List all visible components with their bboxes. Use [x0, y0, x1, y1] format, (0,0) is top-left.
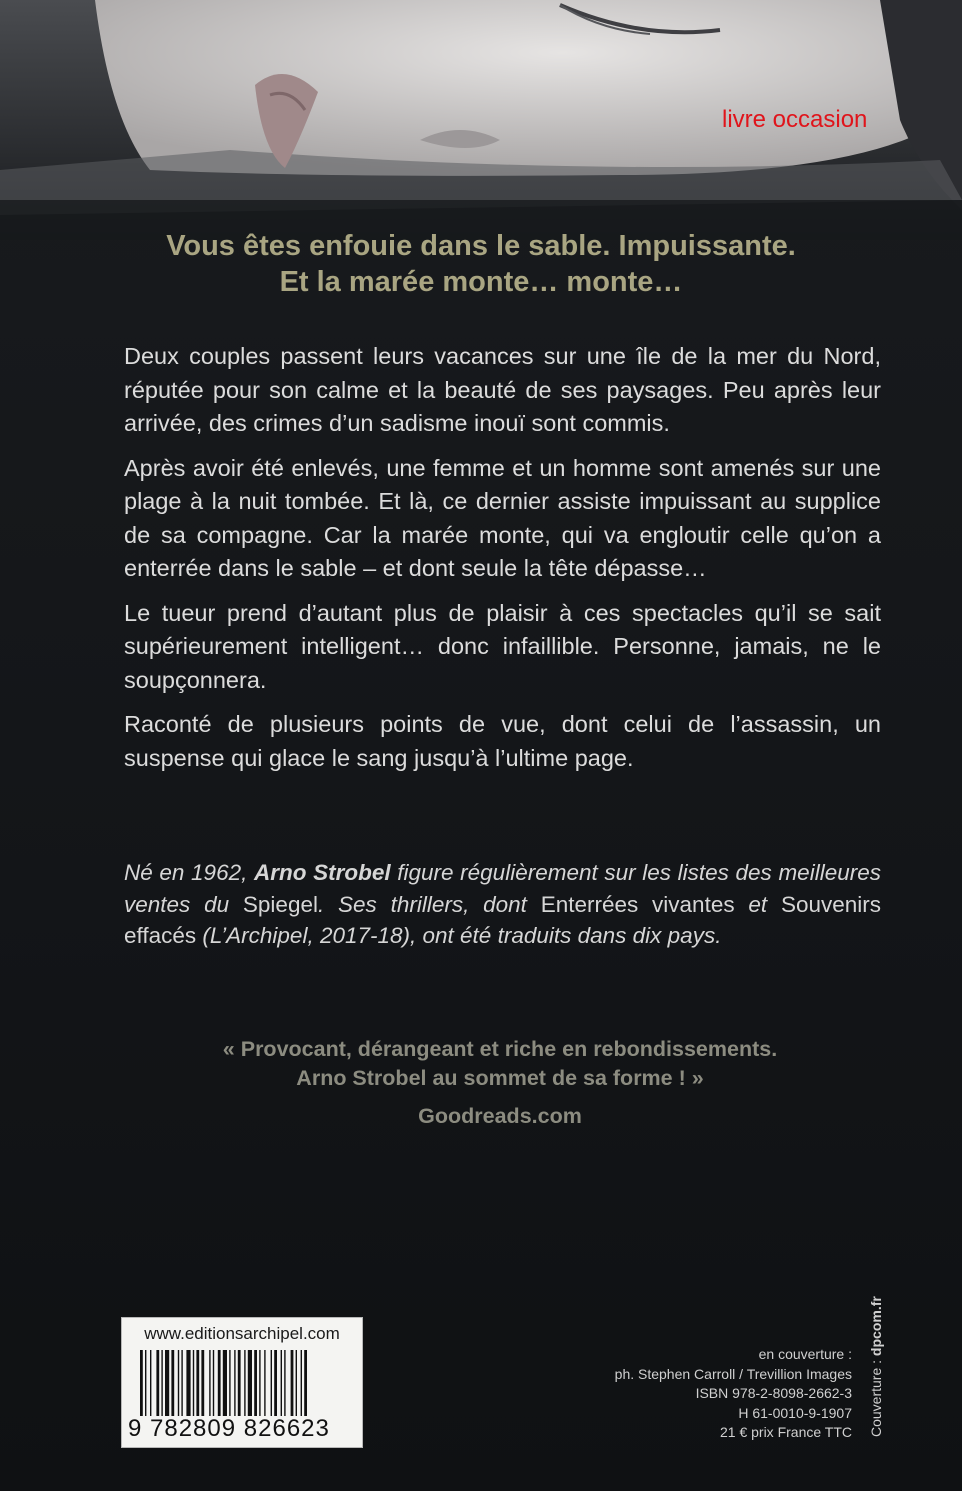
design-studio: dpcom.fr — [868, 1296, 884, 1357]
bio-text: (L’Archipel, 2017-18), ont été traduits dans dix pays. — [196, 923, 722, 948]
tagline-line-2: Et la marée monte… monte… — [279, 266, 683, 298]
review-source: Goodreads.com — [418, 1104, 582, 1128]
barcode-icon — [140, 1350, 340, 1416]
tagline-line-1: Vous êtes enfouie dans le sable. Impuissante. — [166, 230, 796, 262]
book-title: Enterrées vivantes — [540, 891, 735, 917]
publisher-website: www.editionsarchipel.com — [144, 1324, 340, 1343]
synopsis-paragraph: Le tueur prend d’autant plus de plaisir à ces spectacles qu’il se sait supérieurement intelligent… donc infaillible. Personne, jamais, ne le soupçonnera. — [124, 599, 881, 693]
cover-design-credit — [868, 1296, 884, 1437]
bio-text: Né en 1962, — [124, 860, 254, 885]
review-quote-line-1: « Provocant, dérangeant et riche en rebondissements. — [222, 1037, 778, 1061]
price: 21 € prix France TTC — [719, 1424, 852, 1441]
synopsis-paragraph: Après avoir été enlevés, une femme et un homme sont amenés sur une plage à la nuit tombée. Et là, ce dernier assiste impuissant au supplice de sa compagne. Car la marée monte, qui va engloutir celle qu’on a enterrée dans le sable – et dont seule la tête dépasse… — [124, 454, 881, 581]
cover-design-label: Couverture : — [868, 1356, 884, 1437]
credits-line: en couverture : — [758, 1346, 852, 1362]
review-quote-line-2: Arno Strobel au sommet de sa forme ! » — [296, 1066, 704, 1090]
barcode-digits: 9 782809 826623 — [128, 1415, 330, 1442]
synopsis-paragraph: Raconté de plusieurs points de vue, dont celui de l’assassin, un suspense qui glace le sang jusqu’à l’ultime page. — [124, 711, 881, 771]
photo-credit: ph. Stephen Carroll / Trevillion Images — [614, 1365, 852, 1382]
author-name: Arno Strobel — [253, 860, 391, 885]
isbn: ISBN 978-2-8098-2662-3 — [695, 1385, 852, 1402]
magazine-name: Spiegel — [242, 891, 318, 917]
barcode-label — [121, 1317, 363, 1448]
author-bio — [124, 857, 881, 952]
watermark-text: livre occasion — [722, 106, 868, 133]
bio-text: . Ses thrillers, dont — [317, 891, 541, 917]
product-code: H 61-0010-9-1907 — [738, 1404, 852, 1421]
synopsis — [124, 340, 881, 786]
bio-text: et — [734, 891, 781, 917]
synopsis-paragraph: Deux couples passent leurs vacances sur une île de la mer du Nord, réputée pour son calme et la beauté de ses paysages. Peu après leur arrivée, des crimes d’un sadisme inouï sont commis. — [124, 343, 881, 436]
cover-credits — [512, 1345, 852, 1443]
bio-text: figure régulièrement sur les listes des meilleures ventes du — [124, 860, 881, 917]
book-title: Souvenirs effacés — [124, 891, 881, 948]
